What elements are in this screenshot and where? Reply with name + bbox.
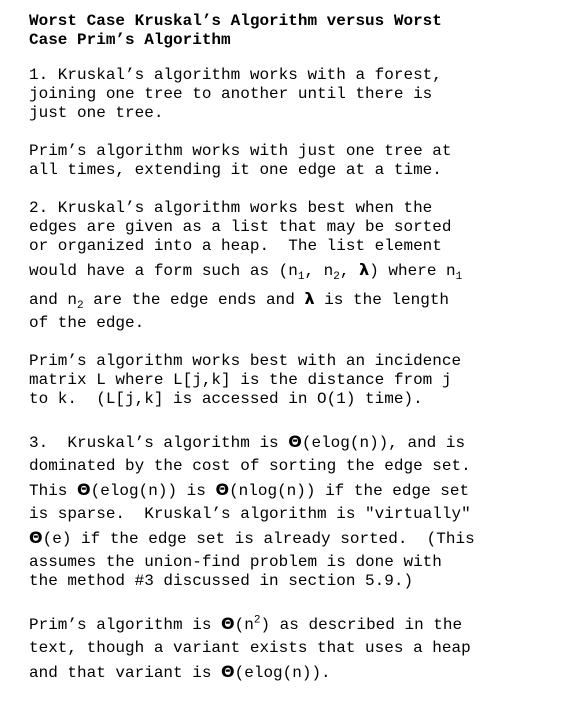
text-line-element-form (29, 256, 559, 285)
paragraph-kruskal-edge-list (29, 199, 559, 333)
paragraph-kruskal-complexity (29, 428, 559, 591)
text-line: all times, extending it one edge at a time. (29, 161, 442, 179)
subscript: 1 (297, 271, 305, 284)
text-line: or organized into a heap. The list element (29, 237, 442, 255)
text-fragment: is the length (314, 291, 450, 309)
text-line: Prim’s algorithm works with just one tree at (29, 142, 452, 160)
title-line-2: Case Prim’s Algorithm (29, 31, 231, 49)
text-fragment: This (29, 482, 78, 500)
text-line-theta-equivalence (29, 476, 559, 505)
subscript: 2 (77, 300, 84, 313)
paragraph-kruskal-forest (29, 66, 559, 123)
text-line: 1. Kruskal’s algorithm works with a forest, (29, 66, 442, 84)
text-line-sorted-theta (29, 524, 559, 553)
text-line: Prim’s algorithm works best with an incidence (29, 352, 462, 370)
theta-symbol: Θ (215, 480, 230, 499)
text-fragment: would have a form such as (n (29, 262, 298, 280)
text-fragment: 3. Kruskal’s algorithm is (29, 434, 289, 452)
text-fragment: (elog(n)), and is (301, 434, 466, 452)
text-fragment: (elog(n)) is (90, 482, 216, 500)
title-line-1: Worst Case Kruskal’s Algorithm versus Worst (29, 12, 442, 30)
subscript: 1 (455, 271, 463, 284)
subscript: 2 (333, 271, 340, 284)
superscript: 2 (253, 614, 261, 627)
theta-symbol: Θ (221, 662, 235, 681)
text-fragment: , (339, 262, 360, 280)
theta-symbol: Θ (29, 528, 43, 547)
text-fragment: Prim’s algorithm is (29, 616, 222, 634)
text-line-kruskal-theta (29, 428, 559, 457)
lambda-symbol: λ (359, 260, 370, 279)
lambda-symbol: λ (304, 289, 315, 308)
text-fragment: and that variant is (29, 664, 222, 682)
text-fragment: ) where n (369, 262, 456, 280)
text-line: to k. (L[j,k] is accessed in O(1) time). (29, 390, 423, 408)
text-line-heap-variant (29, 658, 559, 687)
text-fragment: (elog(n)). (234, 664, 331, 682)
text-fragment: are the edge ends and (83, 291, 305, 309)
paragraph-prim-complexity (29, 610, 559, 687)
text-fragment: (e) if the edge set is already sorted. (This (42, 530, 475, 548)
theta-symbol: Θ (288, 432, 302, 451)
text-line: text, though a variant exists that uses a heap (29, 639, 471, 657)
text-line: just one tree. (29, 104, 164, 122)
theta-symbol: Θ (77, 480, 91, 499)
text-fragment: (n (234, 616, 254, 634)
text-line: edges are given as a list that may be sorted (29, 218, 452, 236)
document-page (29, 12, 559, 706)
text-fragment: , n (304, 262, 334, 280)
text-fragment: ) as described in the (260, 616, 463, 634)
text-line-prim-theta (29, 610, 559, 639)
text-fragment: (nlog(n)) if the edge set (229, 482, 470, 500)
paragraph-prim-one-tree (29, 142, 559, 180)
text-line: of the edge. (29, 314, 145, 332)
text-line: assumes the union-find problem is done with (29, 553, 442, 571)
text-line: dominated by the cost of sorting the edge set. (29, 457, 471, 475)
paragraph-prim-incidence-matrix (29, 352, 559, 409)
theta-symbol: Θ (221, 614, 235, 633)
text-line: joining one tree to another until there is (29, 85, 433, 103)
text-line: matrix L where L[j,k] is the distance from j (29, 371, 452, 389)
text-line: the method #3 discussed in section 5.9.) (29, 572, 414, 590)
text-fragment: and n (29, 291, 78, 309)
document-title (29, 12, 559, 50)
text-line-edge-ends (29, 285, 559, 314)
text-line: 2. Kruskal’s algorithm works best when the (29, 199, 433, 217)
text-line: is sparse. Kruskal’s algorithm is "virtually" (29, 505, 471, 523)
